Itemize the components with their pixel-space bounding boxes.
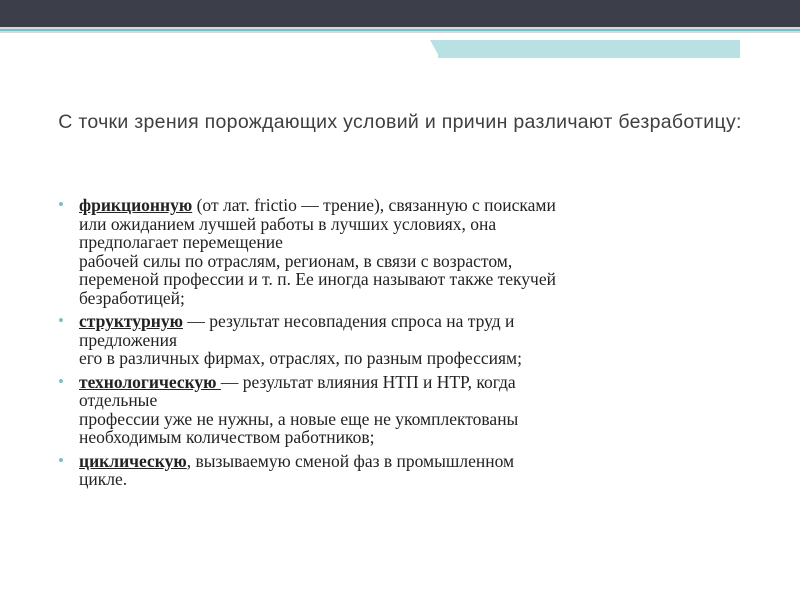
list-item-cyclical: • циклическую, вызываемую сменой фаз в промышленном цикле. (58, 450, 515, 489)
top-dark-bar (0, 0, 800, 27)
list-item-technological: • технологическую — результат влияния НТП и НТР, когда отдельные профессии уже не нужны, а новые еще не укомплектованы необходимым количеством работников; (58, 371, 519, 447)
term-structural: структурную (79, 311, 183, 331)
term-technological: технологическую (79, 371, 221, 392)
term-cyclical: циклическую (79, 450, 187, 471)
bullet-icon: • (58, 311, 64, 330)
bullet-icon: • (58, 195, 64, 214)
decor-tab (430, 40, 740, 58)
unemployment-types-list (56, 196, 756, 494)
term-frictional: фрикционную (79, 195, 193, 215)
slide-title: С точки зрения порождающих условий и причин различают безработицу: (58, 111, 742, 133)
list-item-structural: • структурную — результат несовпадения спроса на труд и предложения его в различных фирмах, отраслях, по разным профессиям; (58, 311, 522, 368)
list-item-frictional: • фрикционную (от лат. frictio — трение), связанную с поисками или ожиданием лучшей работы в лучших условиях, она предполагает перемещение рабочей силы по отраслям, регионам, в связи с возрастом, переменой профессии и т. п. Ее иногда называют также текучей безработицей; (58, 195, 556, 308)
bullet-icon: • (58, 371, 64, 391)
bullet-icon: • (58, 450, 64, 470)
accent-line (0, 27, 800, 33)
